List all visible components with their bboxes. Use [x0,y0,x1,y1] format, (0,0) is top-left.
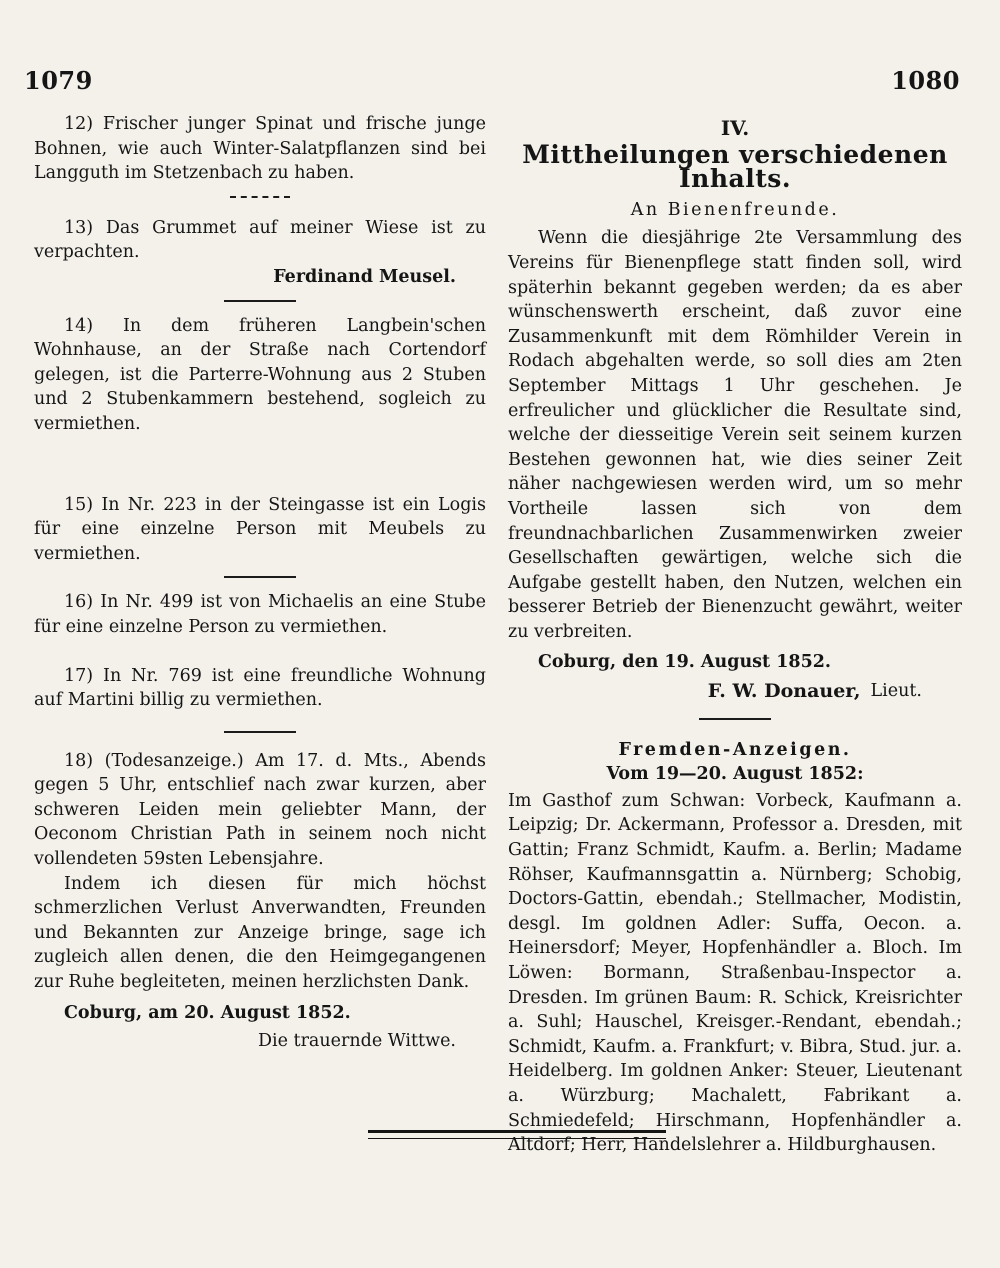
divider [230,196,290,198]
visitors-list: Im Gasthof zum Schwan: Vorbeck, Kaufmann a. Leipzig; Dr. Ackermann, Professor a. Dresden, mit Gattin; Franz Schmidt, Kaufm. a. Berlin; Madame Röhser, Kaufmannsgattin a. Nürnberg; Schobig, Doctors-Gattin, ebendah.; Stellmacher, Modistin, desgl. Im goldnen Adler: Suffa, Oecon. a. Heinersdorf; Meyer, Hopfenhändler a. Bloch. Im Löwen: Bormann, Straßenbau-Inspector a. Dresden. Im grünen Baum: R. Schick, Kreisrichter a. Suhl; Hauschel, Kreisger.-Rendant, ebendah.; Schmidt, Kaufm. a. Frankfurt; v. Bibra, Stud. jur. a. Heidelberg. Im goldnen Anker: Steuer, Lieutenant a. Würzburg; Machalett, Fabrikant a. Schmiedefeld; Hirschmann, Hopfenhändler a. Altdorf; Herr, Handelslehrer a. Hildburghausen. [508,790,962,1156]
visitors-heading: Fremden-Anzeigen. [618,739,852,760]
left-column [34,112,486,1054]
advert-18-paragraph-2: Indem ich diesen für mich höchst schmerzlichen Verlust Anverwandten, Freunden und Bekannten zur Anzeige bringe, sage ich zugleich allen denen, die den Heimgegangenen zur Ruhe begleiteten, meinen herzlichsten Dank. [34,873,486,993]
section-title: Mittheilungen verschiedenen Inhalts. [522,139,948,194]
advert-15: 15) In Nr. 223 in der Steingasse ist ein Logis für eine einzelne Person mit Meubels zu vermiethen. [34,494,486,564]
page-number-right: 1080 [891,66,960,95]
section-number: IV. [720,116,750,140]
divider [224,300,296,302]
divider [224,731,296,733]
right-column [508,112,962,1158]
advert-14: 14) In dem früheren Langbein'schen Wohnhause, an der Straße nach Cortendorf gelegen, ist die Parterre-Wohnung aus 2 Stuben und 2 Stubenkammern bestehend, sogleich zu vermiethen. [34,315,486,434]
advert-13-signature: Ferdinand Meusel. [273,266,456,287]
divider [224,576,296,578]
spacer [34,447,486,493]
advert-18-paragraph-1: 18) (Todesanzeige.) Am 17. d. Mts., Abends gegen 5 Uhr, entschlief nach zwar kurzen, aber schweren Leiden mein geliebter Mann, der Oeconom Christian Path in seinem noch nicht vollendeten 59sten Lebensjahre. [34,750,486,870]
advert-18-dateline: Coburg, am 20. August 1852. [64,1002,351,1023]
advert-18-signature: Die trauernde Wittwe. [257,1031,456,1052]
spacer [34,650,486,664]
advert-16: 16) In Nr. 499 ist von Michaelis an eine Stube für eine einzelne Person zu vermiethen. [34,592,486,637]
bottom-rule [368,1130,666,1144]
bottom-rule-thin [368,1138,666,1139]
notice-heading: An Bienenfreunde. [630,199,840,220]
bottom-rule-thick [368,1130,666,1133]
notice-signature-line [508,679,962,704]
notice-signature: F. W. Donauer, [707,680,861,703]
visitors-date: Vom 19—20. August 1852: [606,764,864,785]
advert-13-text: 13) Das Grummet auf meiner Wiese ist zu verpachten. [34,217,486,263]
advert-12: 12) Frischer junger Spinat und frische junge Bohnen, wie auch Winter-Salatpflanzen sind bei Langguth im Stetzenbach zu haben. [34,114,486,184]
notice-body: Wenn die diesjährige 2te Versammlung des Vereins für Bienenpflege statt finden soll, wird späterhin bekannt gegeben werden; da es aber wünschenswerth erscheint, daß zuvor eine Zusammenkunft mit dem Römhilder Verein in Rodach abgehalten werde, so soll dies am 2ten September Mittags 1 Uhr geschehen. Je erfreulicher und glücklicher die Resultate sind, welche der diesseitige Verein seit seinem kurzen Bestehen gewonnen hat, wie dies seiner Zeit näher nachgewiesen werden wird, um so mehr Vortheile lassen sich von dem freundnachbarlichen Zusammenwirken zweier Gesellschaften gewärtigen, welche sich die Aufgabe gestellt haben, den Nutzen, welchen ein besserer Betrieb der Bienenzucht gewährt, weiter zu verbreiten. [508,228,962,642]
divider [699,718,771,720]
page-number-left: 1079 [24,66,93,95]
notice-dateline: Coburg, den 19. August 1852. [538,652,832,673]
notice-rank: Lieut. [870,681,922,702]
advert-17: 17) In Nr. 769 ist eine freundliche Wohnung auf Martini billig zu vermiethen. [34,665,486,711]
